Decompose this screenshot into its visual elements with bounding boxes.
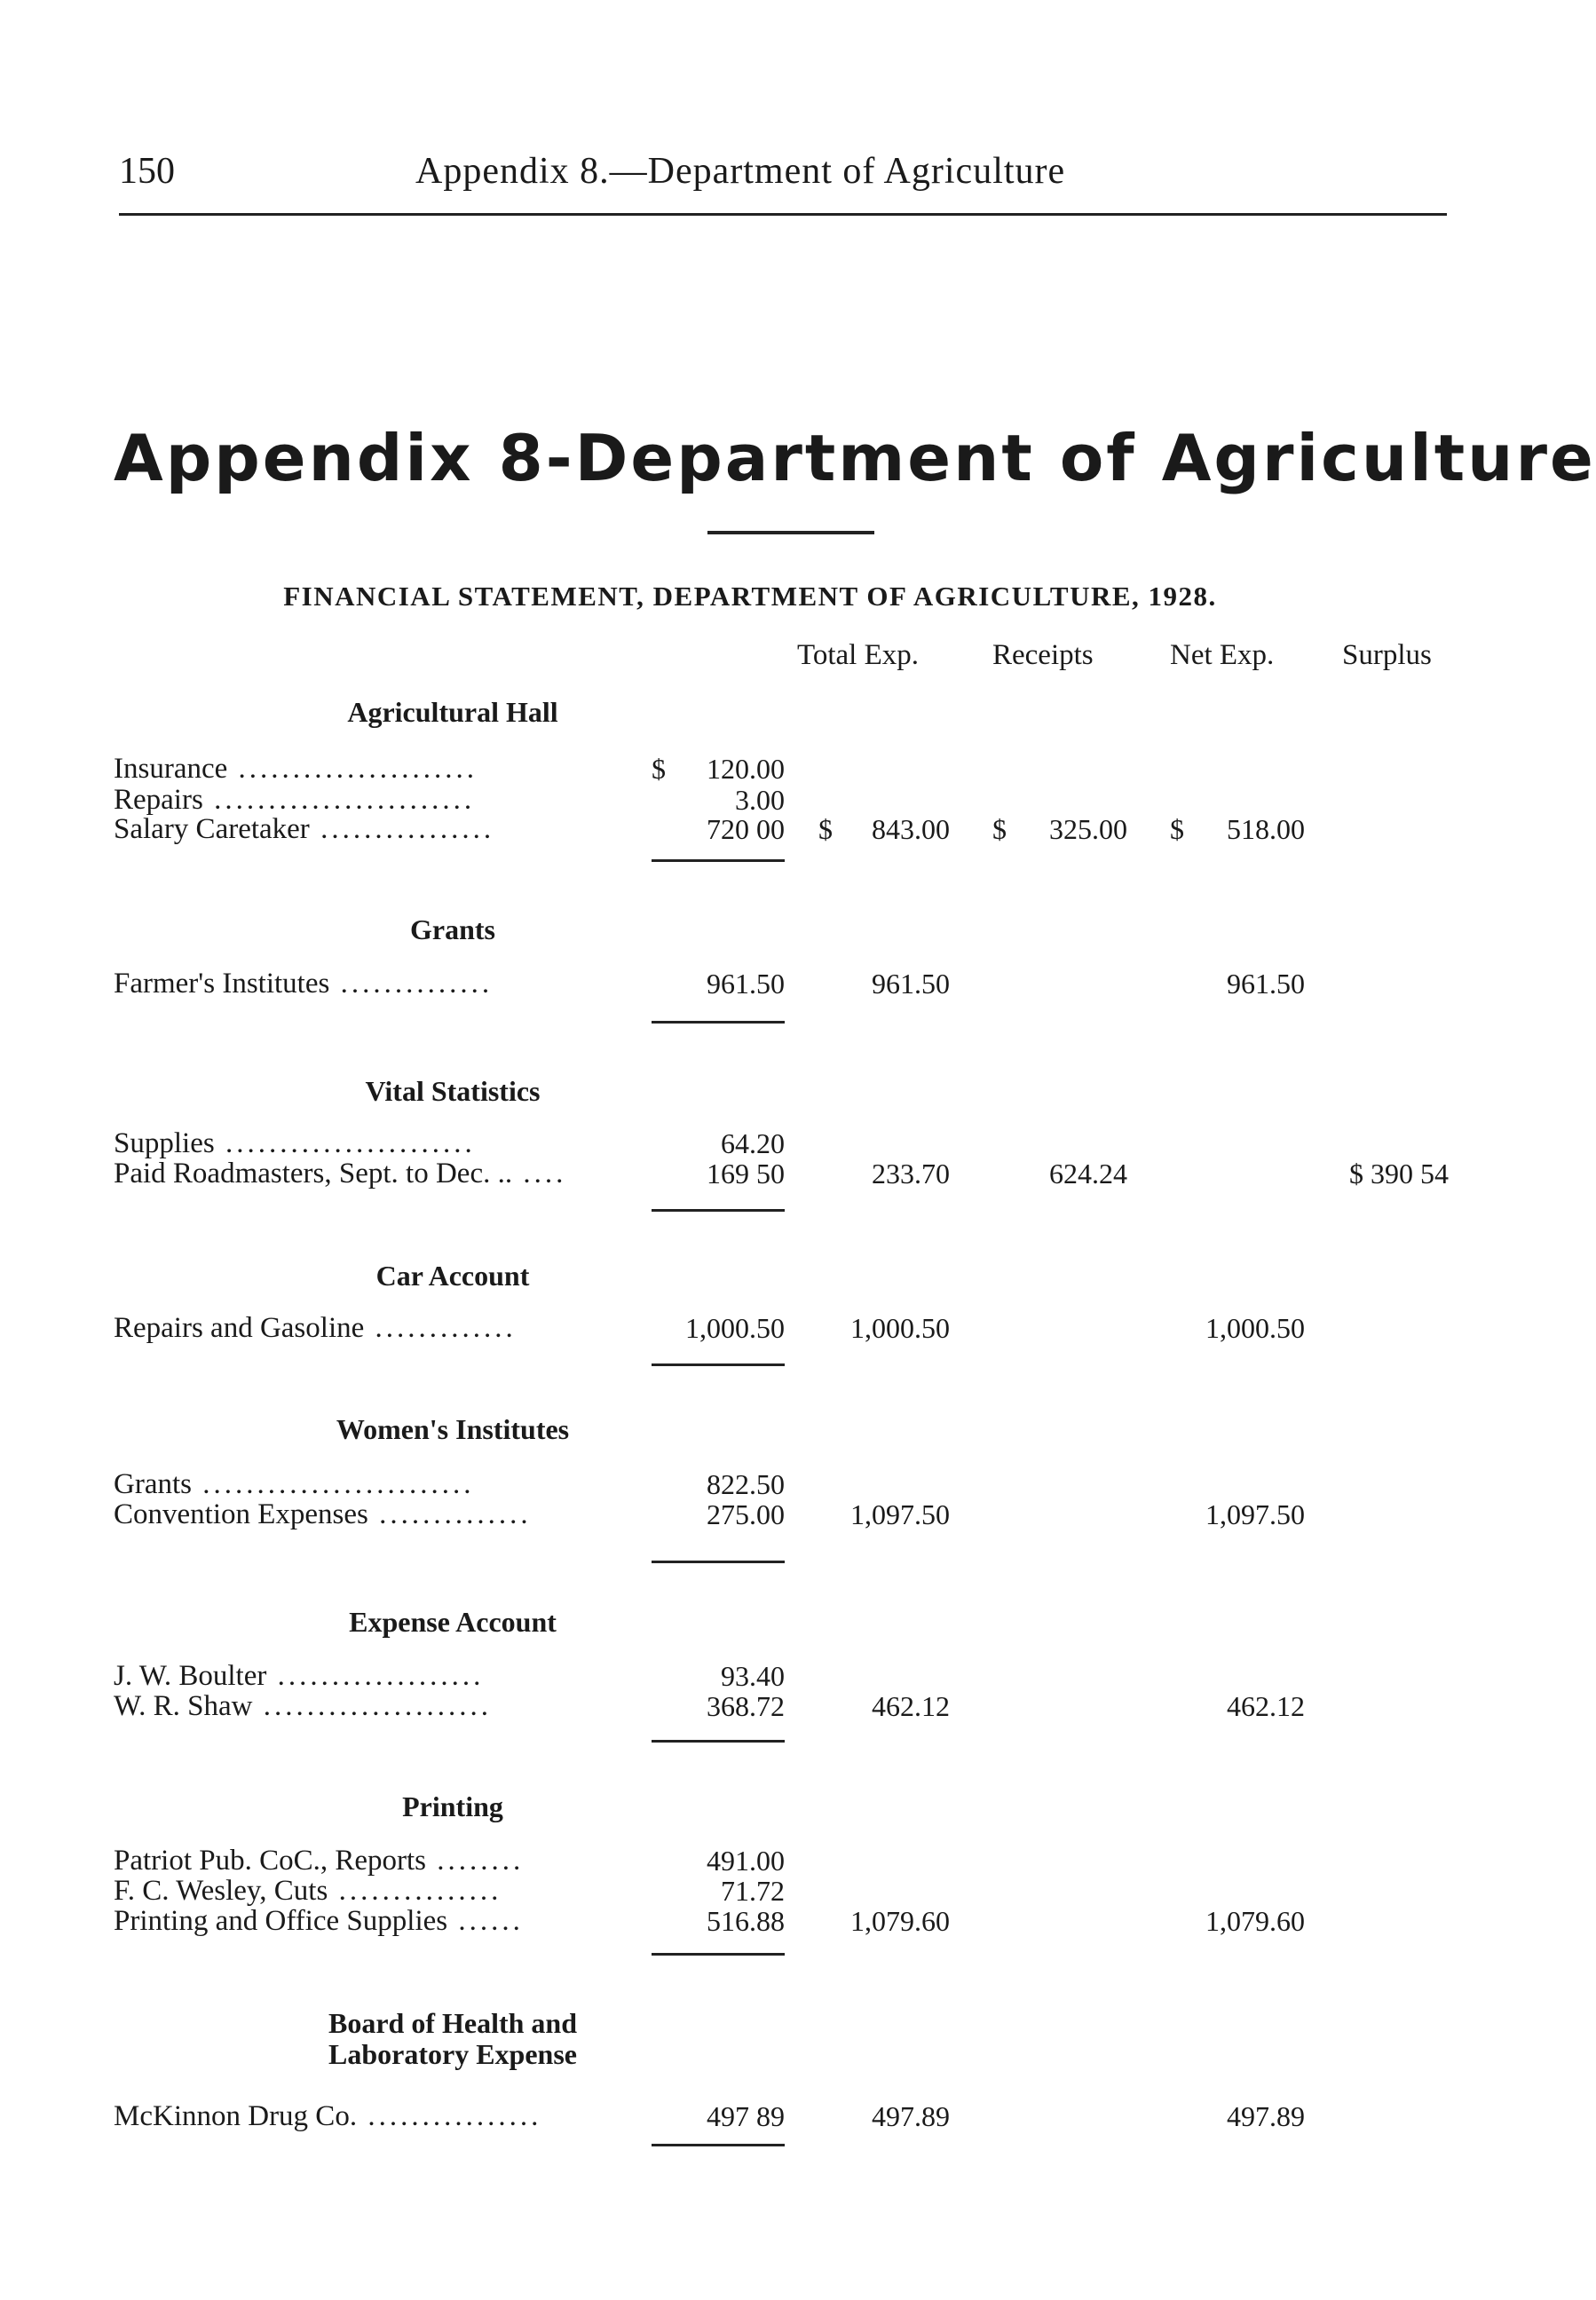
item-label — [114, 1692, 637, 1721]
item-amount: 491.00 — [707, 1845, 785, 1877]
item-label-text: Repairs and Gasoline — [114, 1312, 365, 1344]
leader-dots: ............... — [328, 1875, 502, 1907]
leader-dots: ................ — [309, 813, 495, 845]
item-label — [114, 1846, 637, 1876]
leader-dots: ........................ — [202, 784, 476, 816]
net-exp-value: 1,000.50 — [1205, 1312, 1305, 1344]
item-label-text: Convention Expenses — [114, 1498, 368, 1530]
subtotal-rule — [652, 1953, 785, 1956]
leader-dots: ................... — [266, 1660, 485, 1692]
item-label — [114, 1500, 637, 1529]
item-label-text: W. R. Shaw — [114, 1690, 253, 1722]
item-label — [114, 1877, 637, 1906]
item-label-text: McKinnon Drug Co. — [114, 2100, 358, 2132]
dollar-sign: $ — [818, 813, 833, 845]
leader-dots: ........ — [426, 1845, 525, 1877]
section-title: Board of Health and Laboratory Expense — [328, 2007, 578, 2071]
net-exp-value: 518.00 — [1227, 813, 1305, 845]
section-title: Grants — [410, 913, 495, 945]
item-label-text: Patriot Pub. CoC., Reports — [114, 1845, 427, 1877]
item-amount: 64.20 — [721, 1127, 785, 1159]
dollar-sign: $ — [992, 813, 1007, 845]
item-label — [114, 786, 637, 815]
item-label — [114, 2102, 637, 2131]
total-exp-value: 1,097.50 — [850, 1498, 950, 1530]
item-amount: 822.50 — [707, 1468, 785, 1500]
column-header-surplus: Surplus — [1342, 639, 1432, 671]
item-label — [114, 1129, 637, 1158]
item-label-text: Farmer's Institutes — [114, 968, 330, 1000]
item-amount: 720 00 — [707, 813, 785, 845]
total-exp-value: 843.00 — [872, 813, 950, 845]
subtotal-rule — [652, 1363, 785, 1366]
item-label — [114, 815, 637, 844]
title-rule — [707, 531, 874, 534]
item-label-text: Repairs — [114, 784, 203, 816]
net-exp-value: 1,079.60 — [1205, 1905, 1305, 1937]
surplus-value: $ 390 54 — [1349, 1158, 1449, 1190]
appendix-title: Appendix 8-Department of Agriculture — [114, 421, 1596, 495]
leader-dots: .............. — [329, 968, 494, 1000]
total-exp-value: 233.70 — [872, 1158, 950, 1190]
item-amount: 71.72 — [721, 1875, 785, 1907]
item-label — [114, 1314, 637, 1343]
item-amount: 3.00 — [735, 784, 785, 816]
column-header-receipts: Receipts — [992, 639, 1094, 671]
item-label-text: F. C. Wesley, Cuts — [114, 1875, 328, 1907]
column-header-net-exp: Net Exp. — [1170, 639, 1275, 671]
section-title: Printing — [402, 1790, 503, 1822]
total-exp-value: 462.12 — [872, 1690, 950, 1722]
item-label-text: Salary Caretaker — [114, 813, 310, 845]
item-label-text: J. W. Boulter — [114, 1660, 267, 1692]
receipts-value: 624.24 — [1049, 1158, 1127, 1190]
leader-dots: ...... — [447, 1905, 524, 1937]
net-exp-value: 462.12 — [1227, 1690, 1305, 1722]
net-exp-value: 961.50 — [1227, 968, 1305, 1000]
column-header-total-exp: Total Exp. — [797, 639, 919, 671]
total-exp-value: 1,079.60 — [850, 1905, 950, 1937]
item-label — [114, 969, 637, 999]
item-label-text: Grants — [114, 1468, 192, 1500]
total-exp-value: 1,000.50 — [850, 1312, 950, 1344]
section-title: Car Account — [375, 1260, 530, 1292]
item-label — [114, 755, 646, 784]
item-amount: 169 50 — [707, 1158, 785, 1190]
item-label — [114, 1662, 637, 1691]
subtotal-rule — [652, 1021, 785, 1024]
subtotal-rule — [652, 2144, 785, 2146]
item-label-text: Supplies — [114, 1127, 215, 1159]
item-amount: 516.88 — [707, 1905, 785, 1937]
item-amount: 497 89 — [707, 2100, 785, 2132]
subtotal-rule — [652, 859, 785, 862]
subtotal-rule — [652, 1561, 785, 1563]
leader-dots: ..................... — [252, 1690, 492, 1722]
dollar-sign: $ — [1170, 813, 1184, 845]
section-title: Expense Account — [349, 1606, 557, 1638]
total-exp-value: 497.89 — [872, 2100, 950, 2132]
leader-dots: ................ — [357, 2100, 542, 2132]
leader-dots: .... — [512, 1158, 567, 1190]
header-rule — [119, 213, 1447, 216]
item-label — [114, 1907, 637, 1936]
leader-dots: .............. — [367, 1498, 532, 1530]
leader-dots: ...................... — [227, 753, 478, 785]
item-amount: 961.50 — [707, 968, 785, 1000]
section-title: Agricultural Hall — [347, 696, 558, 728]
leader-dots: ............. — [364, 1312, 517, 1344]
statement-title: FINANCIAL STATEMENT, DEPARTMENT OF AGRICULTURE, 1928. — [283, 581, 1217, 612]
receipts-value: 325.00 — [1049, 813, 1127, 845]
item-label — [114, 1470, 637, 1499]
subtotal-rule — [652, 1209, 785, 1212]
leader-dots: ....................... — [214, 1127, 476, 1159]
subtotal-rule — [652, 1740, 785, 1743]
section-title: Vital Statistics — [365, 1075, 541, 1107]
item-label-text: Printing and Office Supplies — [114, 1905, 448, 1937]
page-number: 150 — [119, 151, 175, 192]
net-exp-value: 1,097.50 — [1205, 1498, 1305, 1530]
item-label — [114, 1159, 637, 1189]
item-label-text: Insurance — [114, 753, 228, 785]
leader-dots: ......................... — [191, 1468, 475, 1500]
section-title: Women's Institutes — [336, 1413, 570, 1445]
item-amount: 368.72 — [707, 1690, 785, 1722]
item-amount: 93.40 — [721, 1660, 785, 1692]
net-exp-value: 497.89 — [1227, 2100, 1305, 2132]
item-amount: 1,000.50 — [685, 1312, 785, 1344]
total-exp-value: 961.50 — [872, 968, 950, 1000]
running-head: Appendix 8.—Department of Agriculture — [415, 151, 1066, 192]
item-amount: 275.00 — [707, 1498, 785, 1530]
item-amount: 120.00 — [707, 753, 785, 785]
item-label-text: Paid Roadmasters, Sept. to Dec. .. — [114, 1158, 513, 1190]
dollar-sign: $ — [652, 753, 666, 785]
